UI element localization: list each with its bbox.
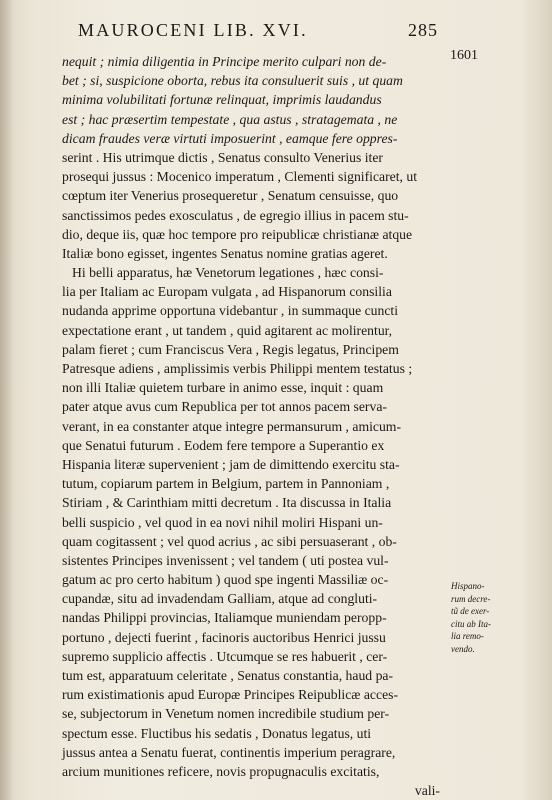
text-line: vali-	[414, 783, 440, 799]
text-line: Patresque adiens , amplissimis verbis Philippi mentem testatus ;	[62, 361, 413, 376]
margin-note-line: Hispano-	[451, 581, 485, 591]
body-text	[62, 52, 442, 800]
gutter-shadow	[0, 0, 14, 800]
text-line: minima volubilitati fortunæ relinquat, imprimis laudandus	[62, 92, 382, 108]
margin-note-line: vendo.	[451, 643, 475, 654]
text-line: lia per Italiam ac Europam vulgata , ad Hispanorum consilia	[62, 284, 392, 300]
running-title: MAUROCENI LIB. XVI.	[78, 20, 308, 40]
text-line: nequit ; nimia diligentia in Principe merito culpari non de-	[62, 54, 387, 69]
text-line: pater atque avus cum Republica per tot annos pacem serva-	[62, 399, 387, 415]
text-line: nudanda apprime opportuna videbantur , in summaque cuncti	[62, 303, 399, 319]
text-line: sistentes Principes invenissent ; vel tandem ( uti postea vul-	[62, 552, 389, 568]
text-line: belli suspicio , vel quod in ea novi nihil moliri Hispani un-	[62, 514, 383, 530]
text-line: supremo supplicio affectis . Utcumque se res habuerit , cer-	[62, 648, 388, 664]
text-line: sanctissimos pedes exosculatus , de egregio illius in pacem stu-	[62, 207, 409, 223]
text-line: Stiriam , & Carinthiam mitti decretum . Ita discussa in Italia	[62, 495, 392, 511]
text-line: Italiæ bono egisset, ingentes Senatus nomine gratias ageret.	[62, 245, 388, 261]
text-line: expectatione erant , ut tandem , quid agitarent ac molirentur,	[62, 322, 393, 338]
text-line: dicam fraudes veræ virtuti imposuerint , eamque fere oppres-	[62, 130, 398, 146]
text-line: palam fieret ; cum Franciscus Vera , Regis legatus, Principem	[62, 341, 399, 357]
text-line: bet ; si, suspicione oborta, rebus ita consuluerit suis , ut quam	[62, 73, 403, 89]
text-line: gatum ac pro certo habitum ) quod spe ingenti Massiliæ oc-	[62, 572, 389, 588]
text-line: jussus antea a Senatu fuerat, continentis imperium peragrare,	[62, 744, 396, 760]
text-line: est ; hac præsertim tempestate , qua astus , stratagemata , ne	[62, 111, 398, 127]
text-line: rum existimationis apud Europæ Principes Reipublicæ acces-	[62, 687, 399, 703]
text-line: Hi belli apparatus, hæ Venetorum legationes , hæc consi-	[72, 265, 384, 281]
margin-note-line: lia remo-	[451, 631, 484, 641]
margin-note-line: tũ de exer-	[451, 606, 490, 616]
margin-year: 1601	[450, 48, 478, 63]
margin-note-line: rum decre-	[451, 593, 491, 604]
text-line: dio, deque iis, quæ hoc tempore pro reipublicæ christianæ atque	[62, 226, 413, 242]
text-line: Hispania literæ supervenient ; jam de dimittendo exercitu sta-	[62, 456, 400, 472]
text-line: se, subjectorum in Venetum nomen incredibile studium per-	[62, 706, 390, 722]
margin-note-line: citu ab Ita-	[451, 618, 491, 629]
text-line: prosequi jussus : Mocenico imperatum , Clementi significaret, ut	[62, 169, 418, 185]
text-line: quam cogitassent ; vel quod acrius , ac sibi persuaserant , ob-	[62, 533, 397, 549]
text-line: tum est, apparatuum celeritate , Senatus constantia, haud pa-	[62, 668, 394, 683]
text-line: cupandæ, situ ad invadendam Galliam, atque ad congluti-	[62, 591, 378, 607]
text-line: verant, in ea constanter atque integre permansurum , amicum-	[62, 418, 402, 434]
text-line: tutum, copiarum partem in Belgium, partem in Pannoniam ,	[62, 476, 390, 492]
text-line: spectum esse. Fluctibus his sedatis , Donatus legatus, uti	[62, 725, 372, 741]
text-line: non illi Italiæ quietem turbare in animo esse, inquit : quam	[62, 380, 384, 396]
text-line: cœptum iter Venerius prosequeretur , Senatum censuisse, quo	[62, 188, 399, 204]
text-line: nandas Philippi provincias, Italiamque muniendam peropp-	[62, 610, 387, 626]
text-line: portuno , dejecti fuerint , facinoris auctoribus Henrici jussu	[62, 629, 386, 645]
margin-note	[451, 580, 523, 655]
running-header	[78, 20, 438, 41]
page-number: 285	[408, 20, 438, 40]
text-line: arcium munitiones reficere, novis propugnaculis excitatis,	[62, 763, 380, 779]
text-line: serint . His utrimque dictis , Senatus consulto Venerius iter	[62, 149, 383, 165]
text-line: que Senatui futurum . Eodem fere tempore a Superantio ex	[62, 437, 385, 453]
